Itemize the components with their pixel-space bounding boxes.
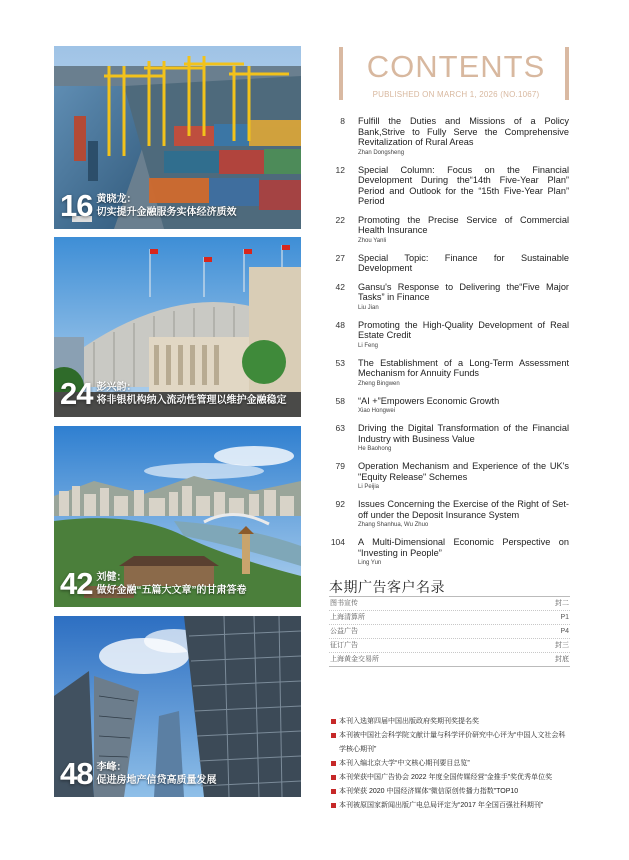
- toc-title: Special Column: Focus on the Financial Development During the“14th Five-Year Plan” Period and Outlook for the “15th Five-Year Plan” Period: [358, 164, 569, 206]
- photo-caption: [60, 756, 217, 791]
- toc-title: Issues Concerning the Exercise of the Right of Set-off under the Deposit Insurance System: [358, 499, 569, 520]
- ad-row: [329, 639, 570, 653]
- toc-title: A Multi-Dimensional Economic Perspective on “Investing in People”: [358, 537, 569, 558]
- toc-author: Zhang Shanhua, Wu Zhuo: [358, 522, 429, 528]
- toc-page-number: 92: [335, 499, 345, 509]
- toc-entry[interactable]: [325, 461, 569, 491]
- ad-page: P1: [560, 614, 569, 621]
- ad-name: 公益广告: [330, 628, 358, 635]
- toc-page-number: 104: [330, 537, 345, 547]
- photo-caption: [60, 188, 237, 223]
- article-title: 切实提升金融服务实体经济质效: [96, 207, 237, 218]
- article-page-number: 16: [60, 188, 93, 223]
- article-title: 做好金融“五篇大文章”的甘肃答卷: [96, 585, 247, 596]
- toc-author: Li Peijia: [358, 484, 380, 490]
- toc-page-number: 79: [335, 461, 345, 471]
- photo-skyscrapers: [54, 616, 301, 797]
- ad-name: 征订广告: [330, 642, 358, 649]
- ad-list: [329, 596, 570, 667]
- red-square-bullet-icon: [331, 789, 336, 794]
- article-page-number: 24: [60, 376, 93, 411]
- ad-page: P4: [560, 628, 569, 635]
- ad-page: 封底: [555, 656, 569, 663]
- toc-entry[interactable]: [325, 320, 569, 350]
- toc-page-number: 48: [335, 319, 345, 330]
- photo-caption: [60, 376, 287, 411]
- article-title: 将非银机构纳入流动性管理以维护金融稳定: [96, 395, 287, 406]
- honor-text: 本刊荣获中国广告协会 2022 年度全国传媒经营“金推手”奖优秀单位奖: [339, 774, 553, 781]
- ad-page: 封三: [555, 642, 569, 649]
- honor-item: [331, 729, 571, 757]
- honor-text: 本刊被原国家新闻出版广电总局评定为“2017 年全国百强社科期刊”: [339, 802, 544, 809]
- red-square-bullet-icon: [331, 761, 336, 766]
- ad-row: [329, 625, 570, 639]
- toc-title: Fulfill the Duties and Missions of a Policy Bank,Strive to Fully Serve the Comprehensive Revitalization of Rural Areas: [358, 116, 569, 147]
- toc-entry[interactable]: [325, 423, 569, 453]
- ad-name: 上海黄金交易所: [330, 656, 379, 663]
- toc-page-number: 58: [335, 395, 345, 406]
- header-bar-left: [339, 47, 343, 100]
- toc-title: Special Topic: Finance for Sustainable Development: [358, 252, 569, 273]
- toc-entry[interactable]: [325, 165, 569, 207]
- photo-city-river: [54, 426, 301, 607]
- ad-list-heading: 本期广告客户名录: [329, 579, 445, 595]
- toc-title: Operation Mechanism and Experience of the UK's "Equity Release" Schemes: [358, 461, 569, 482]
- article-page-number: 48: [60, 756, 93, 791]
- toc-author: Li Feng: [358, 342, 379, 349]
- publication-date: PUBLISHED ON MARCH 1, 2026 (NO.1067): [372, 90, 540, 99]
- red-square-bullet-icon: [331, 719, 336, 724]
- red-square-bullet-icon: [331, 775, 336, 780]
- ad-row: [329, 597, 570, 611]
- toc-entry[interactable]: [325, 358, 569, 388]
- toc-entry[interactable]: [325, 537, 569, 567]
- toc-page-number: 12: [335, 164, 345, 175]
- header-bar-right: [565, 47, 569, 100]
- toc-entry[interactable]: [325, 396, 569, 416]
- red-square-bullet-icon: [331, 733, 336, 738]
- red-square-bullet-icon: [331, 803, 336, 808]
- toc-page-number: 22: [335, 214, 345, 225]
- toc-title: Gansu's Response to Delivering the“Five Major Tasks” in Finance: [358, 281, 569, 302]
- honor-text: 本刊入选第四届中国出版政府奖期刊奖提名奖: [339, 718, 479, 725]
- toc-title: Promoting the Precise Service of Commercial Health Insurance: [358, 214, 569, 235]
- article-title: 促进房地产信贷高质量发展: [96, 775, 217, 786]
- honor-item: [331, 785, 571, 799]
- toc-title: The Establishment of a Long-Term Assessment Mechanism for Annuity Funds: [358, 357, 569, 378]
- toc-page-number: 63: [335, 423, 345, 433]
- toc-page-number: 53: [335, 357, 345, 368]
- contents-title: CONTENTS: [366, 49, 546, 84]
- toc-page-number: 42: [335, 281, 345, 292]
- honors-list: [331, 715, 571, 813]
- toc-author: Zhan Dongsheng: [358, 149, 405, 156]
- honor-item: [331, 715, 571, 729]
- toc-entry[interactable]: [325, 116, 569, 157]
- toc-entry[interactable]: [325, 499, 569, 529]
- toc-author: Ling Yun: [358, 560, 382, 566]
- toc-page-number: 8: [340, 116, 345, 126]
- author-name: 彭兴韵：: [96, 382, 137, 393]
- toc-author: Liu Jian: [358, 304, 379, 311]
- author-name: 李峰：: [96, 762, 127, 773]
- honor-text: 本刊被中国社会科学院文献计量与科学评价研究中心评为“中国人文社会科学核心期刊”: [339, 732, 566, 753]
- ad-page: 封二: [555, 600, 569, 607]
- toc-entry[interactable]: [325, 282, 569, 312]
- honor-item: [331, 799, 571, 813]
- table-of-contents: [325, 116, 569, 575]
- toc-entry[interactable]: [325, 253, 569, 274]
- honor-text: 本刊入编北京大学“中文核心期刊要目总览”: [339, 760, 470, 767]
- honor-item: [331, 757, 571, 771]
- ad-name: 上海清算所: [330, 614, 365, 621]
- article-page-number: 42: [60, 566, 93, 601]
- ad-row: [329, 611, 570, 625]
- photo-port: [54, 46, 301, 229]
- photo-caption: [60, 566, 247, 601]
- toc-entry[interactable]: [325, 215, 569, 245]
- toc-author: Zheng Bingwen: [358, 380, 400, 387]
- toc-title: Driving the Digital Transformation of the Financial Industry with Business Value: [358, 423, 569, 444]
- toc-author: Xiao Hongwei: [358, 408, 396, 414]
- author-name: 刘健：: [96, 572, 127, 583]
- honor-text: 本刊荣获 2020 中国经济媒体“微信原创传播力指数”TOP10: [339, 788, 519, 795]
- toc-title: “AI +”Empowers Economic Growth: [358, 395, 500, 406]
- author-name: 黄晓龙：: [96, 194, 137, 205]
- toc-title: Promoting the High-Quality Development of Real Estate Credit: [358, 319, 569, 340]
- honor-item: [331, 771, 571, 785]
- ad-name: 图书宣传: [330, 600, 358, 607]
- ad-row: [329, 653, 570, 667]
- photo-bank-building: [54, 237, 301, 417]
- toc-author: Zhou Yanli: [358, 237, 387, 244]
- toc-author: He Baohong: [358, 446, 392, 452]
- toc-page-number: 27: [335, 252, 345, 263]
